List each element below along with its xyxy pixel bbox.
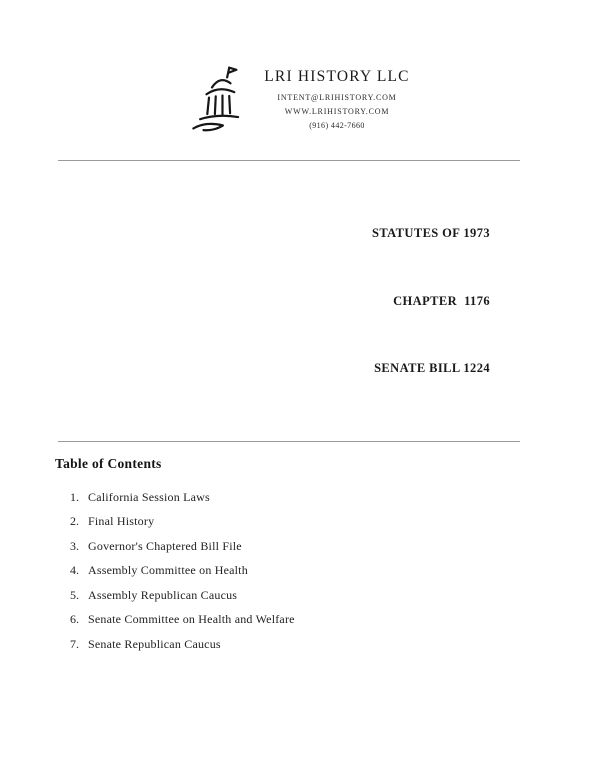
senate-bill-line: SENATE BILL 1224 <box>374 361 490 375</box>
divider-bottom <box>58 441 520 442</box>
toc-item-number: 1. <box>70 489 79 504</box>
divider-top <box>58 160 520 161</box>
toc-item <box>55 563 600 588</box>
reference-block <box>0 177 490 425</box>
toc-item <box>55 612 600 637</box>
toc-item-label: Final History <box>88 514 155 528</box>
toc-title: Table of Contents <box>55 455 162 471</box>
company-phone: (916) 442-7660 <box>309 120 365 130</box>
toc-item-number: 4. <box>70 563 79 577</box>
toc-item <box>55 539 600 564</box>
toc-item <box>55 588 600 613</box>
toc-item-number: 2. <box>70 514 79 528</box>
toc-item-number: 3. <box>70 538 79 553</box>
company-email: INTENT@LRIHISTORY.COM <box>277 92 397 102</box>
toc-item-label: Assembly Republican Caucus <box>88 587 238 602</box>
company-name: LRI HISTORY LLC <box>264 67 410 85</box>
toc-item-number: 7. <box>70 636 79 651</box>
toc-item-label: Senate Republican Caucus <box>88 636 221 651</box>
toc-item <box>55 637 600 662</box>
toc-item-number: 5. <box>70 587 79 602</box>
letterhead <box>0 58 600 144</box>
toc-item-label: Senate Committee on Health and Welfare <box>88 612 295 626</box>
company-website: WWW.LRIHISTORY.COM <box>284 106 390 116</box>
table-of-contents <box>55 456 600 662</box>
letterhead-text <box>264 68 409 135</box>
toc-item-label: Governor's Chaptered Bill File <box>88 538 242 553</box>
toc-item-label: Assembly Committee on Health <box>88 563 248 577</box>
statutes-line: STATUTES OF 1973 <box>372 226 490 240</box>
toc-item <box>55 490 600 515</box>
toc-list <box>55 490 600 662</box>
chapter-line: CHAPTER 1176 <box>393 293 490 308</box>
toc-item-number: 6. <box>70 612 79 626</box>
toc-item-label: California Session Laws <box>88 489 210 504</box>
capitol-logo-icon <box>190 62 244 140</box>
toc-item <box>55 514 600 539</box>
